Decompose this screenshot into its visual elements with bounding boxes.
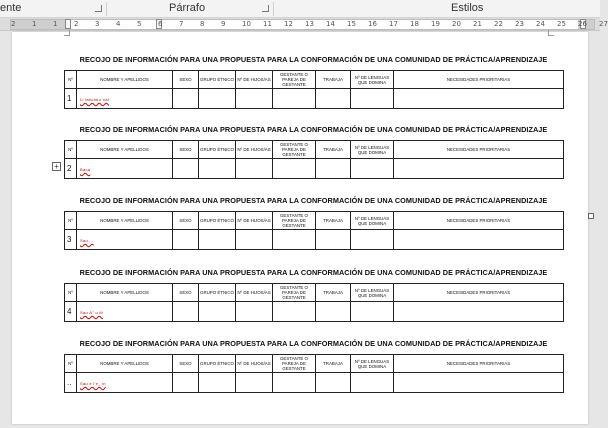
table-header-row — [65, 141, 564, 159]
column-header: Nº DE LENGUAS QUE DOMINA — [351, 141, 394, 159]
column-header: NECESIDADES PRIORITARIAS — [394, 212, 564, 230]
empty-cell[interactable] — [173, 230, 199, 250]
horizontal-ruler[interactable] — [10, 19, 608, 30]
ribbon-group-labels — [0, 0, 600, 18]
ruler-tick-label: 8 — [200, 20, 205, 28]
left-indent-marker-icon[interactable] — [65, 19, 71, 29]
empty-cell[interactable] — [351, 230, 394, 250]
survey-table-block — [64, 267, 563, 322]
column-header: SEXO — [173, 284, 199, 302]
ruler-tick-label: 7 — [179, 20, 184, 28]
column-header: GRUPO ÉTNICO — [199, 284, 236, 302]
ruler-tick-label: 1 — [53, 20, 58, 28]
table-title: RECOJO DE INFORMACIÓN PARA UNA PROPUESTA PARA LA CONFORMACIÓN DE UNA COMUNIDAD DE PRÁCTICA/APRENDIZAJE — [79, 125, 548, 134]
ruler-tick-label: 12 — [284, 20, 293, 28]
ruler-tick-label: 19 — [431, 20, 440, 28]
row-number-cell[interactable]: 2 — [65, 159, 77, 179]
table-row[interactable] — [65, 89, 564, 109]
ruler-tick-label: 23 — [515, 20, 524, 28]
empty-cell[interactable] — [173, 159, 199, 179]
empty-cell[interactable] — [273, 373, 316, 393]
column-header: TRABAJA — [316, 355, 351, 373]
table-header-row — [65, 355, 564, 373]
empty-cell[interactable] — [394, 373, 564, 393]
name-cell[interactable] — [77, 159, 173, 179]
name-value: Li lancheo Val — [80, 97, 110, 102]
ruler-tick-label: 24 — [536, 20, 545, 28]
empty-cell[interactable] — [236, 373, 273, 393]
column-header: Nº DE HIJOS/AS — [236, 284, 273, 302]
column-header: SEXO — [173, 141, 199, 159]
column-header: NECESIDADES PRIORITARIAS — [394, 71, 564, 89]
empty-cell[interactable] — [273, 230, 316, 250]
empty-cell[interactable] — [199, 159, 236, 179]
column-header: SEXO — [173, 71, 199, 89]
empty-cell[interactable] — [199, 373, 236, 393]
column-header: GRUPO ÉTNICO — [199, 212, 236, 230]
column-header: Nº DE HIJOS/AS — [236, 141, 273, 159]
column-header: TRABAJA — [316, 141, 351, 159]
column-header: NOMBRE Y APELLIDOS — [77, 141, 173, 159]
survey-table[interactable] — [64, 354, 564, 393]
ruler-tick-label: 21 — [473, 20, 482, 28]
column-header: Nº DE LENGUAS QUE DOMINA — [351, 212, 394, 230]
column-header: GESTANTE O PAREJA DE GESTANTE — [273, 71, 316, 89]
ruler-tick-label: 20 — [452, 20, 461, 28]
ruler-tick-label: 25 — [557, 20, 566, 28]
empty-cell[interactable] — [173, 373, 199, 393]
ribbon-group-estilos-label: Estilos — [451, 2, 484, 14]
survey-table[interactable] — [64, 283, 564, 322]
ruler-tick-label: 26 — [578, 20, 587, 28]
ruler-tick-label: 13 — [305, 20, 314, 28]
column-header: NOMBRE Y APELLIDOS — [77, 284, 173, 302]
column-header: TRABAJA — [316, 212, 351, 230]
column-header: Nº — [65, 141, 77, 159]
column-header: GESTANTE O PAREJA DE GESTANTE — [273, 141, 316, 159]
name-cell[interactable] — [77, 89, 173, 109]
empty-cell[interactable] — [173, 89, 199, 109]
column-header: GRUPO ÉTNICO — [199, 71, 236, 89]
table-title: RECOJO DE INFORMACIÓN PARA UNA PROPUESTA PARA LA CONFORMACIÓN DE UNA COMUNIDAD DE PRÁCTICA/APRENDIZAJE — [79, 268, 548, 277]
empty-cell[interactable] — [236, 302, 273, 322]
name-cell[interactable] — [77, 373, 173, 393]
column-header: NOMBRE Y APELLIDOS — [77, 212, 173, 230]
ruler-tick-label: 3 — [95, 20, 100, 28]
empty-cell[interactable] — [199, 89, 236, 109]
ribbon-group-parrafo-label: Párrafo — [169, 2, 206, 14]
column-header: SEXO — [173, 355, 199, 373]
paragraph-dialog-launcher-icon[interactable] — [262, 5, 269, 12]
row-number-cell[interactable]: 1 — [65, 89, 77, 109]
empty-cell[interactable] — [273, 302, 316, 322]
ruler-tick-label: 4 — [116, 20, 121, 28]
empty-cell[interactable] — [173, 302, 199, 322]
column-header: GESTANTE O PAREJA DE GESTANTE — [273, 284, 316, 302]
empty-cell[interactable] — [394, 302, 564, 322]
row-number-cell[interactable]: 3 — [65, 230, 77, 250]
empty-cell[interactable] — [316, 89, 351, 109]
name-value: Sau A° u M — [80, 310, 104, 315]
survey-table[interactable] — [64, 140, 564, 179]
column-header: GRUPO ÉTNICO — [199, 355, 236, 373]
name-cell[interactable] — [77, 302, 173, 322]
empty-cell[interactable] — [351, 159, 394, 179]
ruler-tick-label: 1 — [32, 20, 37, 28]
row-number-cell[interactable]: 4 — [65, 302, 77, 322]
name-value: Baca — [80, 167, 91, 172]
table-title: RECOJO DE INFORMACIÓN PARA UNA PROPUESTA PARA LA CONFORMACIÓN DE UNA COMUNIDAD DE PRÁCTICA/APRENDIZAJE — [79, 196, 548, 205]
column-header: Nº DE LENGUAS QUE DOMINA — [351, 355, 394, 373]
column-header: NECESIDADES PRIORITARIAS — [394, 141, 564, 159]
ruler-tick-label: 2 — [74, 20, 79, 28]
column-header: Nº DE HIJOS/AS — [236, 355, 273, 373]
column-header: NOMBRE Y APELLIDOS — [77, 355, 173, 373]
ruler-tick-label: 10 — [242, 20, 251, 28]
column-header: GESTANTE O PAREJA DE GESTANTE — [273, 355, 316, 373]
ruler-tick-label: 9 — [221, 20, 226, 28]
column-header: Nº DE LENGUAS QUE DOMINA — [351, 71, 394, 89]
row-number-cell[interactable]: .. — [65, 373, 77, 393]
empty-cell[interactable] — [199, 230, 236, 250]
empty-cell[interactable] — [394, 159, 564, 179]
empty-cell[interactable] — [394, 230, 564, 250]
crop-mark-icon — [548, 30, 554, 36]
column-header: TRABAJA — [316, 71, 351, 89]
column-header: GESTANTE O PAREJA DE GESTANTE — [273, 212, 316, 230]
survey-table-block — [64, 54, 563, 109]
survey-table[interactable] — [64, 70, 564, 109]
survey-table-block — [64, 338, 563, 393]
table-title: RECOJO DE INFORMACIÓN PARA UNA PROPUESTA PARA LA CONFORMACIÓN DE UNA COMUNIDAD DE PRÁCTICA/APRENDIZAJE — [79, 339, 548, 348]
survey-table-block — [64, 124, 563, 179]
table-title: RECOJO DE INFORMACIÓN PARA UNA PROPUESTA PARA LA CONFORMACIÓN DE UNA COMUNIDAD DE PRÁCTICA/APRENDIZAJE — [79, 55, 548, 64]
column-header: NOMBRE Y APELLIDOS — [77, 71, 173, 89]
empty-cell[interactable] — [273, 89, 316, 109]
column-header: TRABAJA — [316, 284, 351, 302]
column-header: Nº — [65, 71, 77, 89]
ruler-tick-label: 22 — [494, 20, 503, 28]
empty-cell[interactable] — [351, 89, 394, 109]
empty-cell[interactable] — [316, 373, 351, 393]
document-page[interactable] — [12, 32, 588, 424]
empty-cell[interactable] — [236, 159, 273, 179]
column-header: Nº DE HIJOS/AS — [236, 212, 273, 230]
crop-mark-icon — [64, 30, 70, 36]
ruler-tick-label: 18 — [410, 20, 419, 28]
empty-cell[interactable] — [316, 230, 351, 250]
table-row[interactable] — [65, 302, 564, 322]
empty-cell[interactable] — [351, 302, 394, 322]
table-row[interactable] — [65, 373, 564, 393]
ribbon-group-fuente-label: ente — [0, 2, 22, 14]
column-header: Nº — [65, 212, 77, 230]
column-header: NECESIDADES PRIORITARIAS — [394, 284, 564, 302]
ruler-tick-label: 14 — [326, 20, 335, 28]
column-header: NECESIDADES PRIORITARIAS — [394, 355, 564, 373]
ribbon-separator — [106, 2, 107, 16]
table-resize-handle-icon[interactable] — [588, 213, 594, 219]
ruler-tick-label: 27 — [599, 20, 608, 28]
column-header: Nº — [65, 355, 77, 373]
ruler-tick-label: 11 — [263, 20, 272, 28]
empty-cell[interactable] — [316, 302, 351, 322]
table-header-row — [65, 71, 564, 89]
empty-cell[interactable] — [394, 89, 564, 109]
ruler-tick-label: 2 — [11, 20, 16, 28]
survey-table-block — [64, 195, 563, 250]
name-cell[interactable] — [77, 230, 173, 250]
ruler-tick-label: 16 — [368, 20, 377, 28]
ruler-tick-label: 5 — [137, 20, 142, 28]
table-header-row — [65, 212, 564, 230]
empty-cell[interactable] — [316, 159, 351, 179]
ruler-tick-label: 17 — [389, 20, 398, 28]
empty-cell[interactable] — [236, 89, 273, 109]
empty-cell[interactable] — [236, 230, 273, 250]
column-header: GRUPO ÉTNICO — [199, 141, 236, 159]
font-dialog-launcher-icon[interactable] — [95, 5, 102, 12]
column-header: Nº DE LENGUAS QUE DOMINA — [351, 284, 394, 302]
table-move-handle-icon[interactable]: + — [52, 162, 61, 171]
survey-table[interactable] — [64, 211, 564, 250]
table-row[interactable] — [65, 159, 564, 179]
column-header: SEXO — [173, 212, 199, 230]
ribbon-separator — [273, 2, 274, 16]
empty-cell[interactable] — [199, 302, 236, 322]
table-header-row — [65, 284, 564, 302]
name-value: Sau e l'e_ in — [80, 381, 106, 386]
ruler-left-margin — [11, 20, 67, 29]
column-header: Nº — [65, 284, 77, 302]
horizontal-ruler-bar — [0, 18, 608, 31]
empty-cell[interactable] — [273, 159, 316, 179]
name-value: Sau ... — [80, 238, 94, 243]
table-row[interactable] — [65, 230, 564, 250]
ruler-tick-label: 6 — [158, 20, 163, 28]
ruler-tick-label: 15 — [347, 20, 356, 28]
column-header: Nº DE HIJOS/AS — [236, 71, 273, 89]
empty-cell[interactable] — [351, 373, 394, 393]
